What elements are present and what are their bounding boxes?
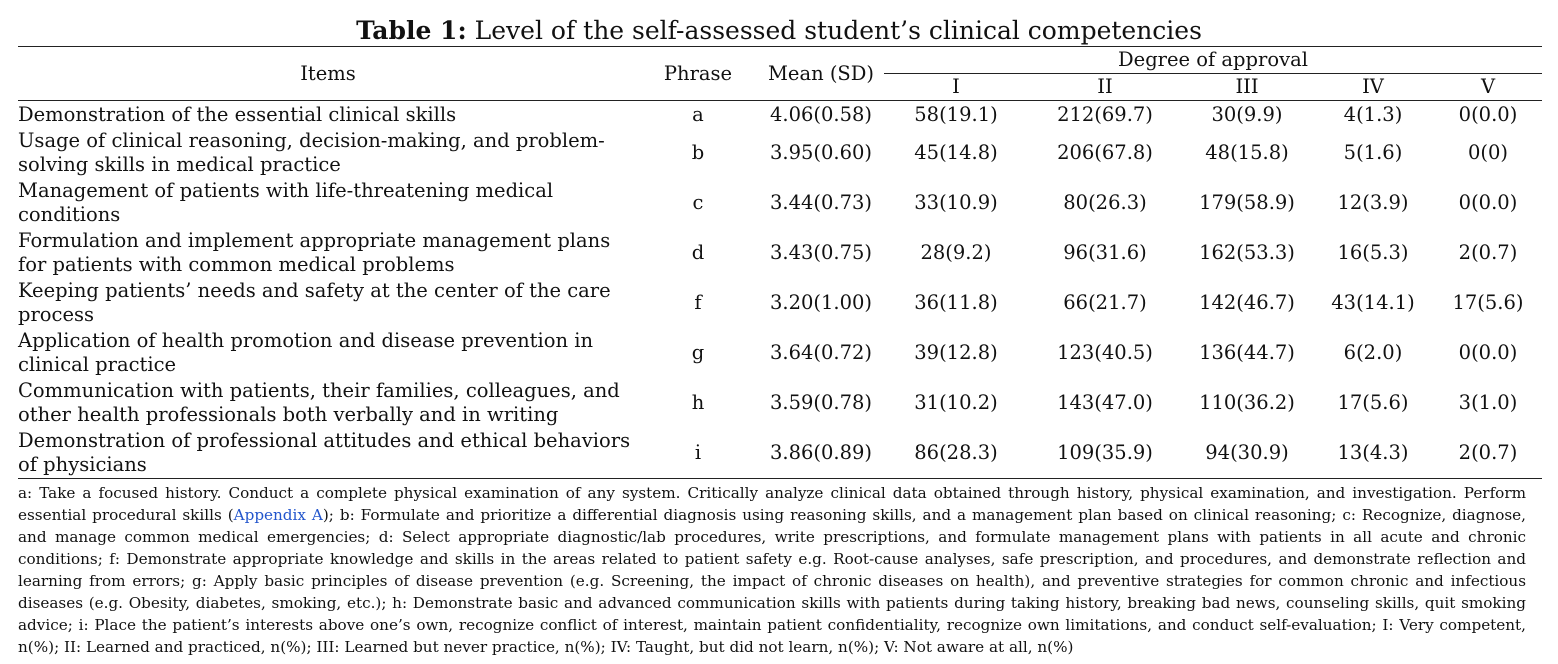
cell-level-3: 48(15.8) [1205,141,1289,164]
cell-level-5: 3(1.0) [1458,391,1518,414]
cell-level-1: 45(14.8) [914,141,998,164]
cell-level-2: 96(31.6) [1063,241,1147,264]
row-item: Demonstration of the essential clinical skills [18,102,457,126]
cell-level-2: 206(67.8) [1057,141,1153,164]
row-mean: 3.86(0.89) [758,428,884,479]
row-item: Application of health promotion and disease prevention in clinical practice [18,329,594,376]
cell-level-5: 17(5.6) [1452,291,1524,314]
cell-level-3: 136(44.7) [1199,341,1295,364]
header-level-4: IV [1312,74,1434,101]
row-phrase: b [691,141,705,164]
table-row [18,128,1542,178]
cell-level-4: 13(4.3) [1312,428,1434,479]
cell-level-2: 212(69.7) [1057,102,1153,126]
cell-level-2: 80(26.3) [1063,191,1147,214]
header-level-2: II [1028,74,1182,101]
table-footnote [18,482,1526,658]
row-phrase: f [694,291,702,314]
table-row [18,428,1542,479]
row-item: Keeping patients’ needs and safety at the center of the care process [18,279,611,326]
table-number: Table 1: [356,16,467,45]
cell-level-1: 28(9.2) [920,241,992,264]
cell-level-5: 0(0.0) [1458,341,1518,364]
row-item: Formulation and implement appropriate management plans for patients with common medical problems [18,229,611,276]
table-row [18,328,1542,378]
cell-level-3: 30(9.9) [1211,102,1283,126]
row-mean: 4.06(0.58) [769,102,873,126]
cell-level-1: 36(11.8) [914,291,998,314]
cell-level-5: 2(0.7) [1458,241,1518,264]
table-row [18,101,1542,129]
cell-level-4: 17(5.6) [1337,391,1409,414]
row-mean: 3.44(0.73) [769,191,873,214]
cell-level-3: 142(46.7) [1199,291,1295,314]
header-phrase: Phrase [638,47,758,101]
table-row [18,378,1542,428]
cell-level-5: 2(0.7) [1434,428,1542,479]
cell-level-5: 0(0.0) [1458,191,1518,214]
header-level-1: I [884,74,1028,101]
cell-level-4: 16(5.3) [1337,241,1409,264]
row-phrase: d [691,241,705,264]
row-phrase: a [692,102,704,126]
cell-level-5: 0(0.0) [1458,102,1518,126]
row-mean: 3.59(0.78) [769,391,873,414]
cell-level-1: 58(19.1) [914,102,998,126]
row-item: Usage of clinical reasoning, decision-making, and problem-solving skills in medical practice [18,129,605,176]
row-item: Management of patients with life-threatening medical conditions [18,179,554,226]
cell-level-4: 4(1.3) [1343,102,1403,126]
competency-table [18,46,1542,479]
table-row [18,278,1542,328]
header-degree: Degree of approval [884,47,1542,74]
cell-level-5: 0(0) [1467,141,1509,164]
table-caption: Level of the self-assessed student’s clinical competencies [466,16,1202,45]
row-phrase: g [691,341,705,364]
row-item: Communication with patients, their families, colleagues, and other health professionals both verbally and in writing [18,379,620,426]
cell-level-2: 123(40.5) [1057,341,1153,364]
footnote-text-start: a: Take a focused history. Conduct a complete physical examination of any system. Critically analyze clinical data obtained through history, physical examination, and investigation. Perform essential procedural skills ( [18,484,1526,524]
cell-level-3: 179(58.9) [1199,191,1295,214]
table-title [0,14,1558,48]
cell-level-3: 110(36.2) [1199,391,1295,414]
cell-level-2: 109(35.9) [1028,428,1182,479]
appendix-a-link[interactable]: Appendix A [233,506,323,524]
cell-level-2: 143(47.0) [1057,391,1153,414]
header-level-5: V [1434,74,1542,101]
row-item: Demonstration of professional attitudes and ethical behaviors of physicians [18,428,638,479]
row-mean: 3.64(0.72) [769,341,873,364]
row-phrase: c [692,191,704,214]
header-level-3: III [1182,74,1312,101]
cell-level-2: 66(21.7) [1063,291,1147,314]
header-items: Items [18,47,638,101]
row-phrase: h [691,391,705,414]
row-phrase: i [638,428,758,479]
row-mean: 3.20(1.00) [769,291,873,314]
row-mean: 3.43(0.75) [769,241,873,264]
table-row [18,178,1542,228]
cell-level-3: 94(30.9) [1182,428,1312,479]
cell-level-4: 6(2.0) [1343,341,1403,364]
cell-level-1: 86(28.3) [884,428,1028,479]
cell-level-1: 39(12.8) [914,341,998,364]
table-row [18,228,1542,278]
row-mean: 3.95(0.60) [769,141,873,164]
header-mean: Mean (SD) [758,47,884,101]
cell-level-4: 12(3.9) [1337,191,1409,214]
cell-level-4: 5(1.6) [1343,141,1403,164]
cell-level-1: 31(10.2) [914,391,998,414]
cell-level-1: 33(10.9) [914,191,998,214]
cell-level-3: 162(53.3) [1199,241,1295,264]
footnote-text-end: ); b: Formulate and prioritize a differential diagnosis using reasoning skills, and a management plan based on clinical reasoning; c: Recognize, diagnose, and manage common medical emergencies; d: Select appropriate diagnostic/lab procedures, write prescriptions, and formulate management plans with patients in all acute and chronic conditions; f: Demonstrate appropriate knowledge and skills in the areas related to patient safety e.g. Root-cause analyses, safe prescription, and procedures, and demonstrate reflection and learning from errors; g: Apply basic principles of disease prevention (e.g. Screening, the impact of chronic diseases on health), and preventive strategies for common chronic and infectious diseases (e.g. Obesity, diabetes, smoking, etc.); h: Demonstrate basic and advanced communication skills with patients during taking history, breaking bad news, counseling skills, quit smoking advice; i: Place the patient’s interests above one’s own, recognize conflict of interest, maintain patient confidentiality, recognize own limitations, and conduct self-evaluation; I: Very competent, n(%); II: Learned and practiced, n(%); III: Learned but never practice, n(%); IV: Taught, but did not learn, n(%); V: Not aware at all, n(%) [18,506,1526,656]
cell-level-4: 43(14.1) [1331,291,1415,314]
